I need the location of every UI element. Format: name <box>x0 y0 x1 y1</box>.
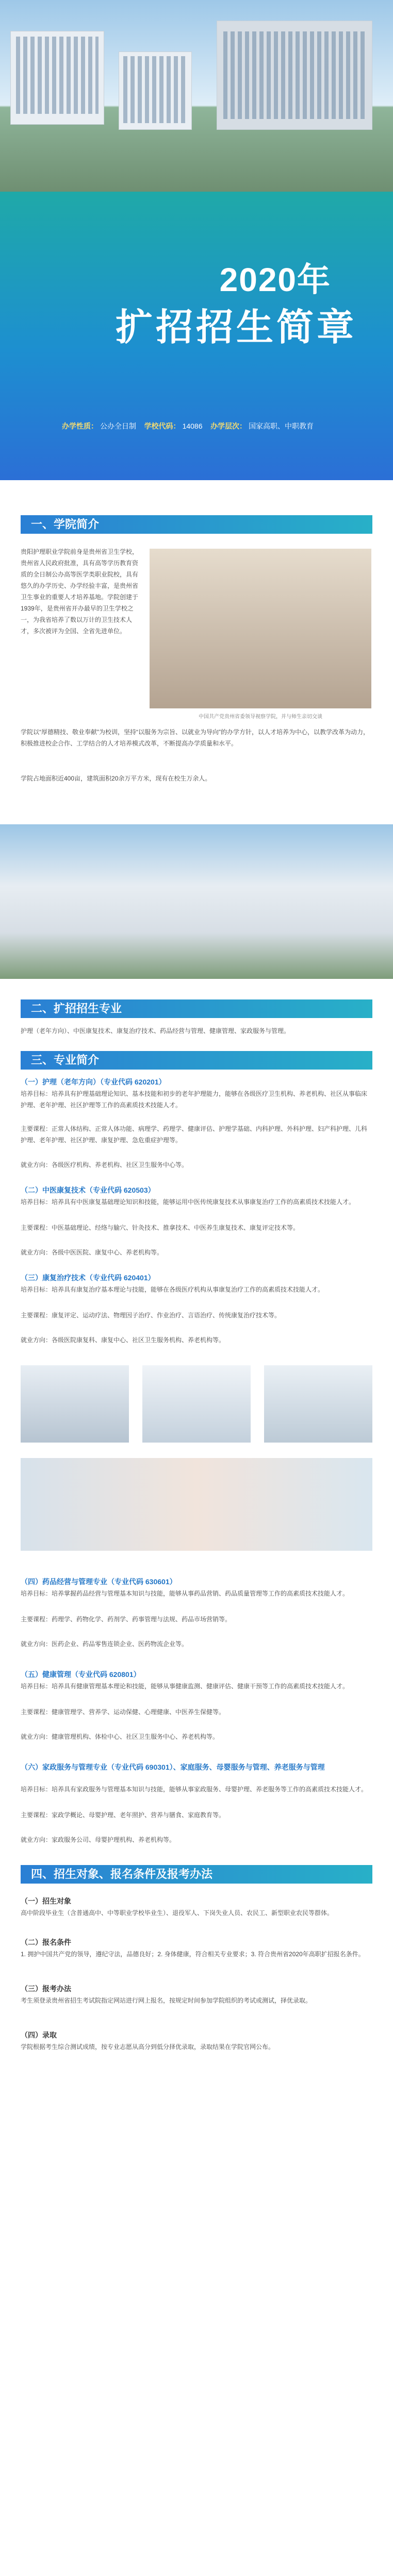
hero-title-banner <box>0 192 393 480</box>
major-2-text: 培养目标：培养具有中医康复基础理论知识和技能，能够运用中医传统康复技术从事康复治疗工作的高素质技术技能人才。 <box>21 1198 355 1206</box>
info-val-level: 国家高职、中职教育 <box>249 422 314 430</box>
major-2-jobs: 就业方向：各级中医医院、康复中心、养老机构等。 <box>21 1249 163 1256</box>
enroll-sub-1: （一）招生对象 <box>21 1897 71 1905</box>
intro-paragraph-3: 学院占地面积近400亩，建筑面积20余万平方米，现有在校生万余人。 <box>21 775 211 782</box>
info-key-level: 办学层次： <box>210 422 247 430</box>
intro-paragraph-2: 学院以“厚德精技、敬业奉献”为校训，坚持“以服务为宗旨、以就业为导向”的办学方针，以人才培养为中心，以教学改革为动力，积极推进校企合作、工学结合的人才培养模式改革，不断提高办学质量和水平。 <box>21 728 369 747</box>
majors-list: 护理（老年方向）、中医康复技术、康复治疗技术、药品经营与管理、健康管理、家政服务与管理。 <box>21 1027 290 1035</box>
major-6-courses: 主要课程：家政学概论、母婴护理、老年照护、营养与膳食、家庭教育等。 <box>21 1811 225 1819</box>
enroll-text-3: 考生须登录贵州省招生考试院指定网站进行网上报名，按规定时间参加学院组织的考试或测试，择优录取。 <box>21 1997 312 2004</box>
hero-title: 扩招招生简章 <box>115 307 357 348</box>
major-6-title: （六）家政服务与管理专业（专业代码 690301）、家庭服务、母婴服务与管理、养老服务与管理 <box>21 1763 325 1771</box>
enroll-sub-4: （四）录取 <box>21 2031 57 2039</box>
major-3-title: （三）康复治疗技术（专业代码 620401） <box>21 1274 155 1282</box>
major-6-text: 培养目标：培养具有家政服务与管理基本知识与技能，能够从事家政服务、母婴护理、养老服务等工作的高素质技术技能人才。 <box>21 1786 368 1793</box>
major-2-title: （二）中医康复技术（专业代码 620503） <box>21 1186 155 1194</box>
major-1-text: 培养目标：培养具有护理基础理论知识、基本技能和初步的老年护理能力，能够在各级医疗卫生机构、养老机构、社区从事临床护理、老年护理、社区护理等工作的高素质技术技能人才。 <box>21 1090 368 1109</box>
major-4-text: 培养目标：培养掌握药品经营与管理基本知识与技能，能够从事药品营销、药品质量管理等工作的高素质技术技能人才。 <box>21 1590 349 1597</box>
major-4-jobs: 就业方向：医药企业、药品零售连锁企业、医药物流企业等。 <box>21 1640 188 1648</box>
info-val-nature: 公办全日制 <box>100 422 136 430</box>
major-3-text: 培养目标：培养具有康复治疗基本理论与技能，能够在各级医疗机构从事康复治疗工作的高素质技术技能人才。 <box>21 1286 324 1293</box>
major-3-jobs: 就业方向：各级医院康复科、康复中心、社区卫生服务机构、养老机构等。 <box>21 1336 225 1344</box>
enroll-sub-2: （二）报名条件 <box>21 1938 71 1946</box>
major-5-courses: 主要课程：健康管理学、营养学、运动保健、心理健康、中医养生保健等。 <box>21 1708 225 1716</box>
practice-photo-1 <box>21 1365 129 1443</box>
major-6-jobs: 就业方向：家政服务公司、母婴护理机构、养老机构等。 <box>21 1836 176 1843</box>
practice-photo-2 <box>142 1365 251 1443</box>
enroll-text-1: 高中阶段毕业生（含普通高中、中等职业学校毕业生）、退役军人、下岗失业人员、农民工、新型职业农民等群体。 <box>21 1909 334 1917</box>
campus-panorama-photo <box>0 824 393 979</box>
section-enroll-heading: 四、招生对象、报名条件及报考办法 <box>21 1865 372 1884</box>
info-key-nature: 办学性质： <box>62 422 98 430</box>
info-key-code: 学校代码： <box>144 422 181 430</box>
major-1-jobs: 就业方向：各级医疗机构、养老机构、社区卫生服务中心等。 <box>21 1161 188 1168</box>
info-val-code: 14086 <box>182 422 203 430</box>
enroll-text-4: 学院根据考生综合测试成绩，按专业志愿从高分到低分择优录取，录取结果在学院官网公布。 <box>21 2043 275 2050</box>
major-1-title: （一）护理（老年方向）（专业代码 620201） <box>21 1078 166 1086</box>
major-4-title: （四）药品经营与管理专业（专业代码 630601） <box>21 1578 177 1586</box>
section-intro-heading: 一、学院简介 <box>21 515 372 534</box>
major-5-jobs: 就业方向：健康管理机构、体检中心、社区卫生服务中心、养老机构等。 <box>21 1733 219 1740</box>
section-majors-heading: 二、扩招招生专业 <box>21 999 372 1018</box>
leadership-photo-caption: 中国共产党贵州省委领导视察学院，并与师生亲切交谈 <box>199 714 322 720</box>
major-2-courses: 主要课程：中医基础理论、经络与腧穴、针灸技术、推拿技术、中医养生康复技术、康复评定技术等。 <box>21 1224 300 1231</box>
hero-year: 2020年 <box>219 261 331 298</box>
major-5-title: （五）健康管理（专业代码 620801） <box>21 1670 141 1679</box>
practice-photo-collage <box>21 1458 372 1551</box>
major-4-courses: 主要课程：药理学、药物化学、药剂学、药事管理与法规、药品市场营销等。 <box>21 1616 232 1623</box>
enroll-text-2: 1. 拥护中国共产党的领导，遵纪守法，品德良好；2. 身体健康，符合相关专业要求；3. 符合贵州省2020年高职扩招报名条件。 <box>21 1951 365 1958</box>
major-3-courses: 主要课程：康复评定、运动疗法、物理因子治疗、作业治疗、言语治疗、传统康复治疗技术等。 <box>21 1312 281 1319</box>
leadership-photo <box>150 549 371 708</box>
section-detail-heading: 三、专业简介 <box>21 1051 372 1070</box>
enroll-sub-3: （三）报考办法 <box>21 1985 71 1993</box>
major-1-courses: 主要课程：正常人体结构、正常人体功能、病理学、药理学、健康评估、护理学基础、内科护理、外科护理、妇产科护理、儿科护理、老年护理、社区护理、康复护理、急危重症护理等。 <box>21 1125 368 1144</box>
hero-campus-photo <box>0 0 393 192</box>
major-5-text: 培养目标：培养具有健康管理基本理论和技能，能够从事健康监测、健康评估、健康干预等工作的高素质技术技能人才。 <box>21 1683 349 1690</box>
practice-photo-3 <box>264 1365 372 1443</box>
hero-info <box>62 421 314 431</box>
intro-paragraph-1: 贵阳护理职业学院前身是贵州省卫生学校，贵州省人民政府批准，具有高等学历教育资质的全日制公办高等医学类职业院校，具有悠久的办学历史、办学经验丰富，是贵州省卫生事业的重要人才培养基地。学院创建于1939年，是贵州省开办最早的卫生学校之一，为我省培养了数以万计的卫生技术人才，多次被评为全国、全省先进单位。 <box>21 548 139 635</box>
